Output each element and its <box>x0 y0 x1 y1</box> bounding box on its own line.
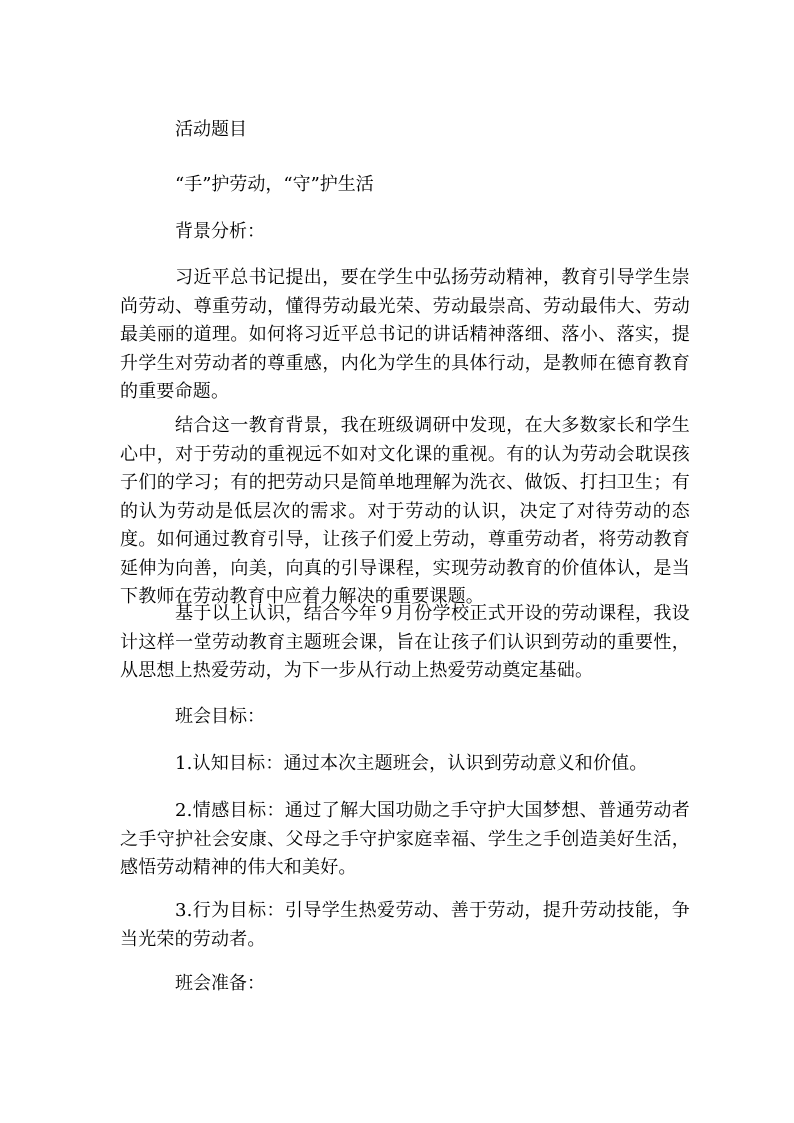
background-paragraph-2: 结合这一教育背景，我在班级调研中发现，在大多数家长和学生心中，对于劳动的重视远不如对文化课的重视。有的认为劳动会耽误孩子们的学习；有的把劳动只是简单地理解为洗衣、做饭、打扫卫生；有的认为劳动是低层次的需求。对于劳动的认识，决定了对待劳动的态度。如何通过教育引导，让孩子们爱上劳动，尊重劳动者，将劳动教育延伸为向善，向美，向真的引导课程，实现劳动教育的价值体认，是当下教师在劳动教育中应着力解决的重要课题。 <box>120 415 690 607</box>
goals-label: 班会目标： <box>175 706 265 727</box>
goal-item-1: 1.认知目标：通过本次主题班会，认识到劳动意义和价值。 <box>175 753 648 774</box>
goal-item-3: 3.行为目标：引导学生热爱劳动、善于劳动，提升劳动技能，争当光荣的劳动者。 <box>120 900 690 950</box>
activity-title: “手”护劳动，“守”护生活 <box>175 174 374 195</box>
preparation-label: 班会准备： <box>175 973 265 994</box>
background-paragraph-3: 基于以上认识，结合今年９月份学校正式开设的劳动课程，我设计这样一堂劳动教育主题班会课，旨在让孩子们认识到劳动的重要性，从思想上热爱劳动，为下一步从行动上热爱劳动奠定基础。 <box>120 603 690 681</box>
activity-label: 活动题目 <box>175 119 247 140</box>
background-label: 背景分析： <box>175 221 265 242</box>
background-paragraph-1: 习近平总书记提出，要在学生中弘扬劳动精神，教育引导学生崇尚劳动、尊重劳动，懂得劳动最光荣、劳动最崇高、劳动最伟大、劳动最美丽的道理。如何将习近平总书记的讲话精神落细、落小、落实，提升学生对劳动者的尊重感，内化为学生的具体行动，是教师在德育教育的重要命题。 <box>120 267 690 402</box>
goal-item-2: 2.情感目标：通过了解大国功勋之手守护大国梦想、普通劳动者之手守护社会安康、父母之手守护家庭幸福、学生之手创造美好生活，感悟劳动精神的伟大和美好。 <box>120 800 690 878</box>
